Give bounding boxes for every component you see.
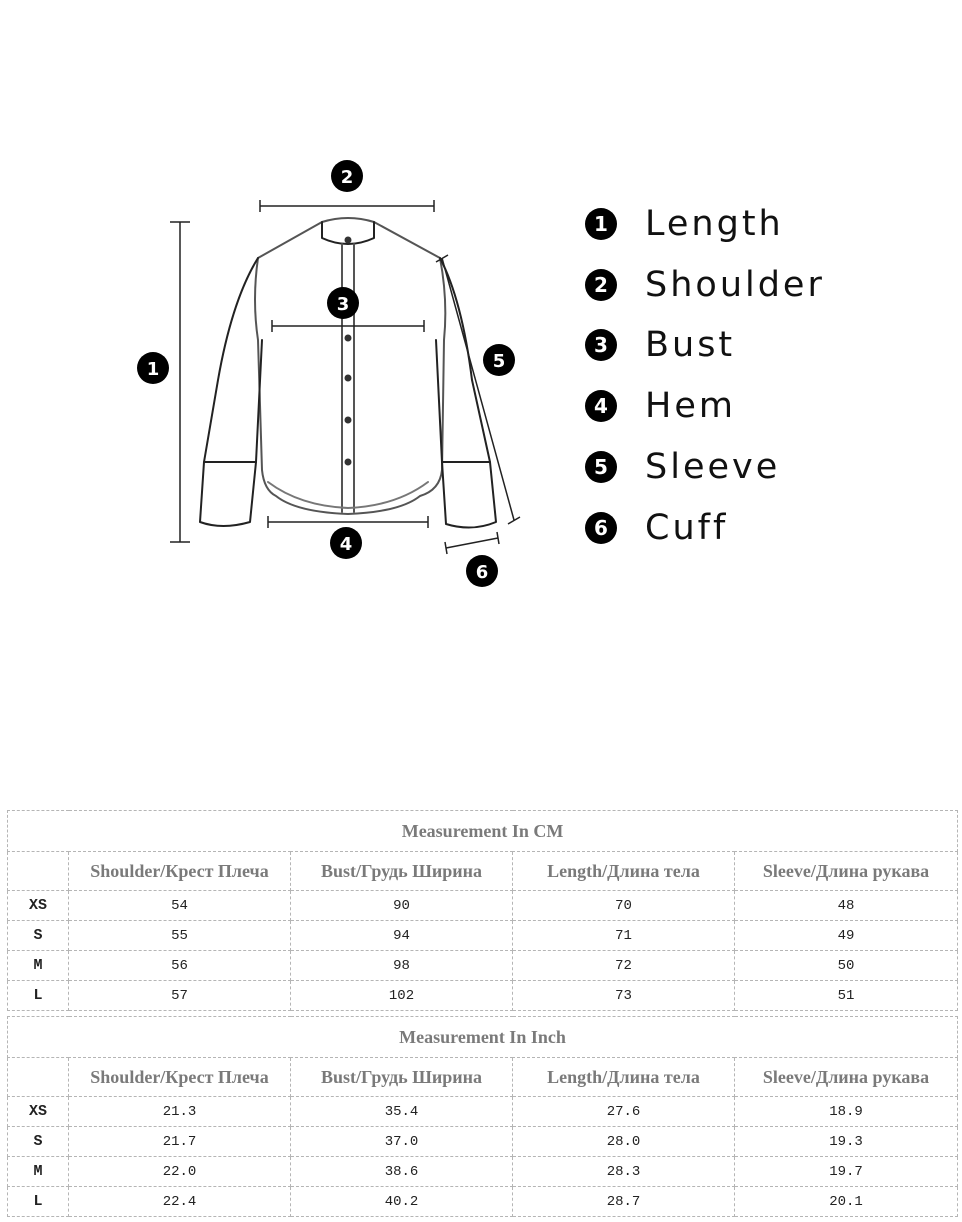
table-cell: 20.1 bbox=[735, 1187, 958, 1217]
legend-item-cuff bbox=[585, 508, 728, 548]
column-header: Shoulder/Крест Плеча bbox=[69, 1058, 291, 1097]
size-label: S bbox=[8, 921, 69, 951]
sleeve-line bbox=[442, 258, 514, 520]
legend-number: 5 bbox=[585, 451, 617, 483]
table-cell: 28.7 bbox=[513, 1187, 735, 1217]
legend-number: 4 bbox=[585, 390, 617, 422]
svg-text:1: 1 bbox=[146, 359, 160, 380]
legend-number: 2 bbox=[585, 269, 617, 301]
marker-5 bbox=[483, 344, 515, 376]
legend-item-shoulder bbox=[585, 265, 825, 305]
legend-item-bust bbox=[585, 325, 735, 365]
table-cell: 19.3 bbox=[735, 1127, 958, 1157]
table-row bbox=[8, 1187, 958, 1217]
table-title: Measurement In Inch bbox=[8, 1017, 958, 1058]
table-cell: 54 bbox=[69, 891, 291, 921]
legend-number: 3 bbox=[585, 329, 617, 361]
column-header: Sleeve/Длина рукава bbox=[735, 1058, 958, 1097]
size-label: XS bbox=[8, 1097, 69, 1127]
size-label: M bbox=[8, 951, 69, 981]
table-cell: 72 bbox=[513, 951, 735, 981]
table-row bbox=[8, 951, 958, 981]
corner-cell bbox=[8, 1058, 69, 1097]
column-header: Bust/Грудь Ширина bbox=[291, 1058, 513, 1097]
size-label: XS bbox=[8, 891, 69, 921]
table-row bbox=[8, 981, 958, 1011]
svg-text:6: 6 bbox=[475, 562, 489, 583]
column-header: Sleeve/Длина рукава bbox=[735, 852, 958, 891]
table-cell: 90 bbox=[291, 891, 513, 921]
table-cell: 22.4 bbox=[69, 1187, 291, 1217]
shirt-buttons bbox=[345, 237, 352, 466]
legend-label: Length bbox=[645, 204, 784, 244]
table-cell: 37.0 bbox=[291, 1127, 513, 1157]
svg-text:3: 3 bbox=[336, 294, 350, 315]
table-cell: 38.6 bbox=[291, 1157, 513, 1187]
size-label: M bbox=[8, 1157, 69, 1187]
table-title: Measurement In CM bbox=[8, 811, 958, 852]
size-label: L bbox=[8, 981, 69, 1011]
marker-3 bbox=[327, 287, 359, 319]
header-row bbox=[8, 852, 958, 891]
table-cell: 21.7 bbox=[69, 1127, 291, 1157]
size-table-inch bbox=[7, 1016, 958, 1217]
table-cell: 57 bbox=[69, 981, 291, 1011]
table-cell: 70 bbox=[513, 891, 735, 921]
table-cell: 21.3 bbox=[69, 1097, 291, 1127]
table-cell: 55 bbox=[69, 921, 291, 951]
marker-2 bbox=[331, 160, 363, 192]
table-cell: 51 bbox=[735, 981, 958, 1011]
legend-label: Shoulder bbox=[645, 265, 825, 305]
table-cell: 22.0 bbox=[69, 1157, 291, 1187]
table-cell: 48 bbox=[735, 891, 958, 921]
column-header: Bust/Грудь Ширина bbox=[291, 852, 513, 891]
legend-item-length bbox=[585, 204, 784, 244]
table-row bbox=[8, 1157, 958, 1187]
size-table-cm bbox=[7, 810, 958, 1011]
table-row bbox=[8, 1097, 958, 1127]
diagram-markers bbox=[137, 160, 515, 587]
shirt-sketch bbox=[200, 218, 496, 528]
legend-number: 1 bbox=[585, 208, 617, 240]
header-row bbox=[8, 1058, 958, 1097]
table-row bbox=[8, 921, 958, 951]
legend-label: Sleeve bbox=[645, 447, 781, 487]
svg-text:2: 2 bbox=[340, 167, 354, 188]
table-cell: 28.0 bbox=[513, 1127, 735, 1157]
size-label: S bbox=[8, 1127, 69, 1157]
table-row bbox=[8, 1127, 958, 1157]
table-cell: 19.7 bbox=[735, 1157, 958, 1187]
corner-cell bbox=[8, 852, 69, 891]
table-cell: 49 bbox=[735, 921, 958, 951]
table-cell: 35.4 bbox=[291, 1097, 513, 1127]
cuff-line bbox=[446, 538, 498, 548]
table-cell: 28.3 bbox=[513, 1157, 735, 1187]
legend-label: Bust bbox=[645, 325, 736, 365]
size-label: L bbox=[8, 1187, 69, 1217]
table-cell: 18.9 bbox=[735, 1097, 958, 1127]
table-cell: 50 bbox=[735, 951, 958, 981]
svg-text:4: 4 bbox=[339, 534, 353, 555]
table-cell: 94 bbox=[291, 921, 513, 951]
column-header: Shoulder/Крест Плеча bbox=[69, 852, 291, 891]
table-cell: 27.6 bbox=[513, 1097, 735, 1127]
table-cell: 56 bbox=[69, 951, 291, 981]
column-header: Length/Длина тела bbox=[513, 1058, 735, 1097]
marker-6 bbox=[466, 555, 498, 587]
table-cell: 73 bbox=[513, 981, 735, 1011]
table-cell: 98 bbox=[291, 951, 513, 981]
legend-label: Cuff bbox=[645, 508, 729, 548]
legend-label: Hem bbox=[645, 386, 736, 426]
legend-item-hem bbox=[585, 386, 736, 426]
table-cell: 71 bbox=[513, 921, 735, 951]
legend-item-sleeve bbox=[585, 447, 780, 487]
svg-text:5: 5 bbox=[492, 351, 506, 372]
legend-number: 6 bbox=[585, 512, 617, 544]
marker-1 bbox=[137, 352, 169, 384]
column-header: Length/Длина тела bbox=[513, 852, 735, 891]
marker-4 bbox=[330, 527, 362, 559]
table-row bbox=[8, 891, 958, 921]
table-cell: 40.2 bbox=[291, 1187, 513, 1217]
table-cell: 102 bbox=[291, 981, 513, 1011]
